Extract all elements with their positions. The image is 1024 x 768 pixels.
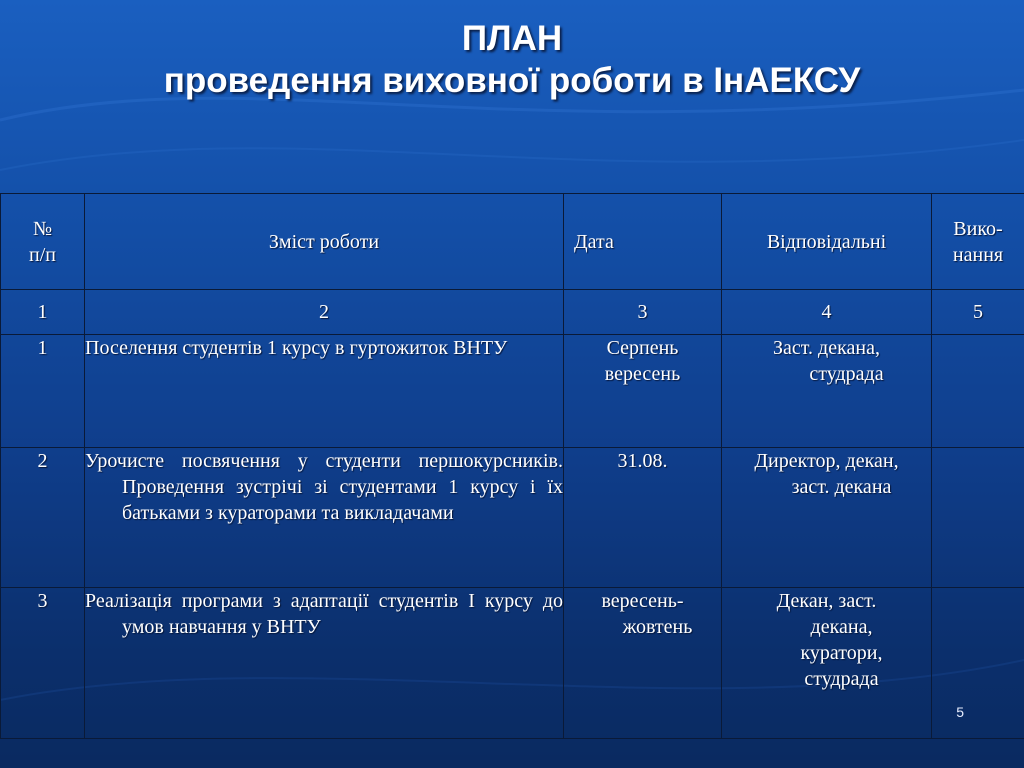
column-number: 2 <box>85 290 564 335</box>
row-date: Серпень вересень <box>564 335 722 448</box>
column-number: 5 <box>932 290 1024 335</box>
row-responsible: Декан, заст. декана, куратори, студрада <box>722 588 932 739</box>
row-date: 31.08. <box>564 448 722 588</box>
row-responsible: Директор, декан, заст. декана <box>722 448 932 588</box>
table-row <box>1 335 1024 448</box>
header-date: Дата <box>564 194 722 290</box>
table-row <box>1 448 1024 588</box>
table-header-row <box>1 194 1024 290</box>
row-done <box>932 448 1024 588</box>
header-done: Вико- нання <box>932 194 1024 290</box>
row-responsible: Заст. декана, студрада <box>722 335 932 448</box>
row-content: Поселення студентів 1 курсу в гуртожиток ВНТУ <box>85 335 564 448</box>
row-date: вересень- жовтень <box>564 588 722 739</box>
row-content: Урочисте посвячення у студенти першокурсників. Проведення зустрічі зі студентами 1 курсу і їх батьками з кураторами та викладачами <box>85 448 564 588</box>
table-row <box>1 588 1024 739</box>
column-number: 1 <box>1 290 85 335</box>
title-line-2: проведення виховної роботи в ІнАЕКСУ <box>163 61 861 100</box>
plan-table <box>0 193 1024 739</box>
header-responsible: Відповідальні <box>722 194 932 290</box>
row-number: 3 <box>1 588 85 739</box>
row-number: 1 <box>1 335 85 448</box>
row-done <box>932 588 1024 739</box>
row-content: Реалізація програми з адаптації студентів І курсу до умов навчання у ВНТУ <box>85 588 564 739</box>
title-line-1: ПЛАН <box>461 19 563 58</box>
slide-title <box>0 18 1024 102</box>
column-number: 4 <box>722 290 932 335</box>
row-number: 2 <box>1 448 85 588</box>
column-number: 3 <box>564 290 722 335</box>
header-content: Зміст роботи <box>85 194 564 290</box>
page-number: 5 <box>956 704 964 720</box>
header-num: № п/п <box>1 194 85 290</box>
row-done <box>932 335 1024 448</box>
column-number-row <box>1 290 1024 335</box>
